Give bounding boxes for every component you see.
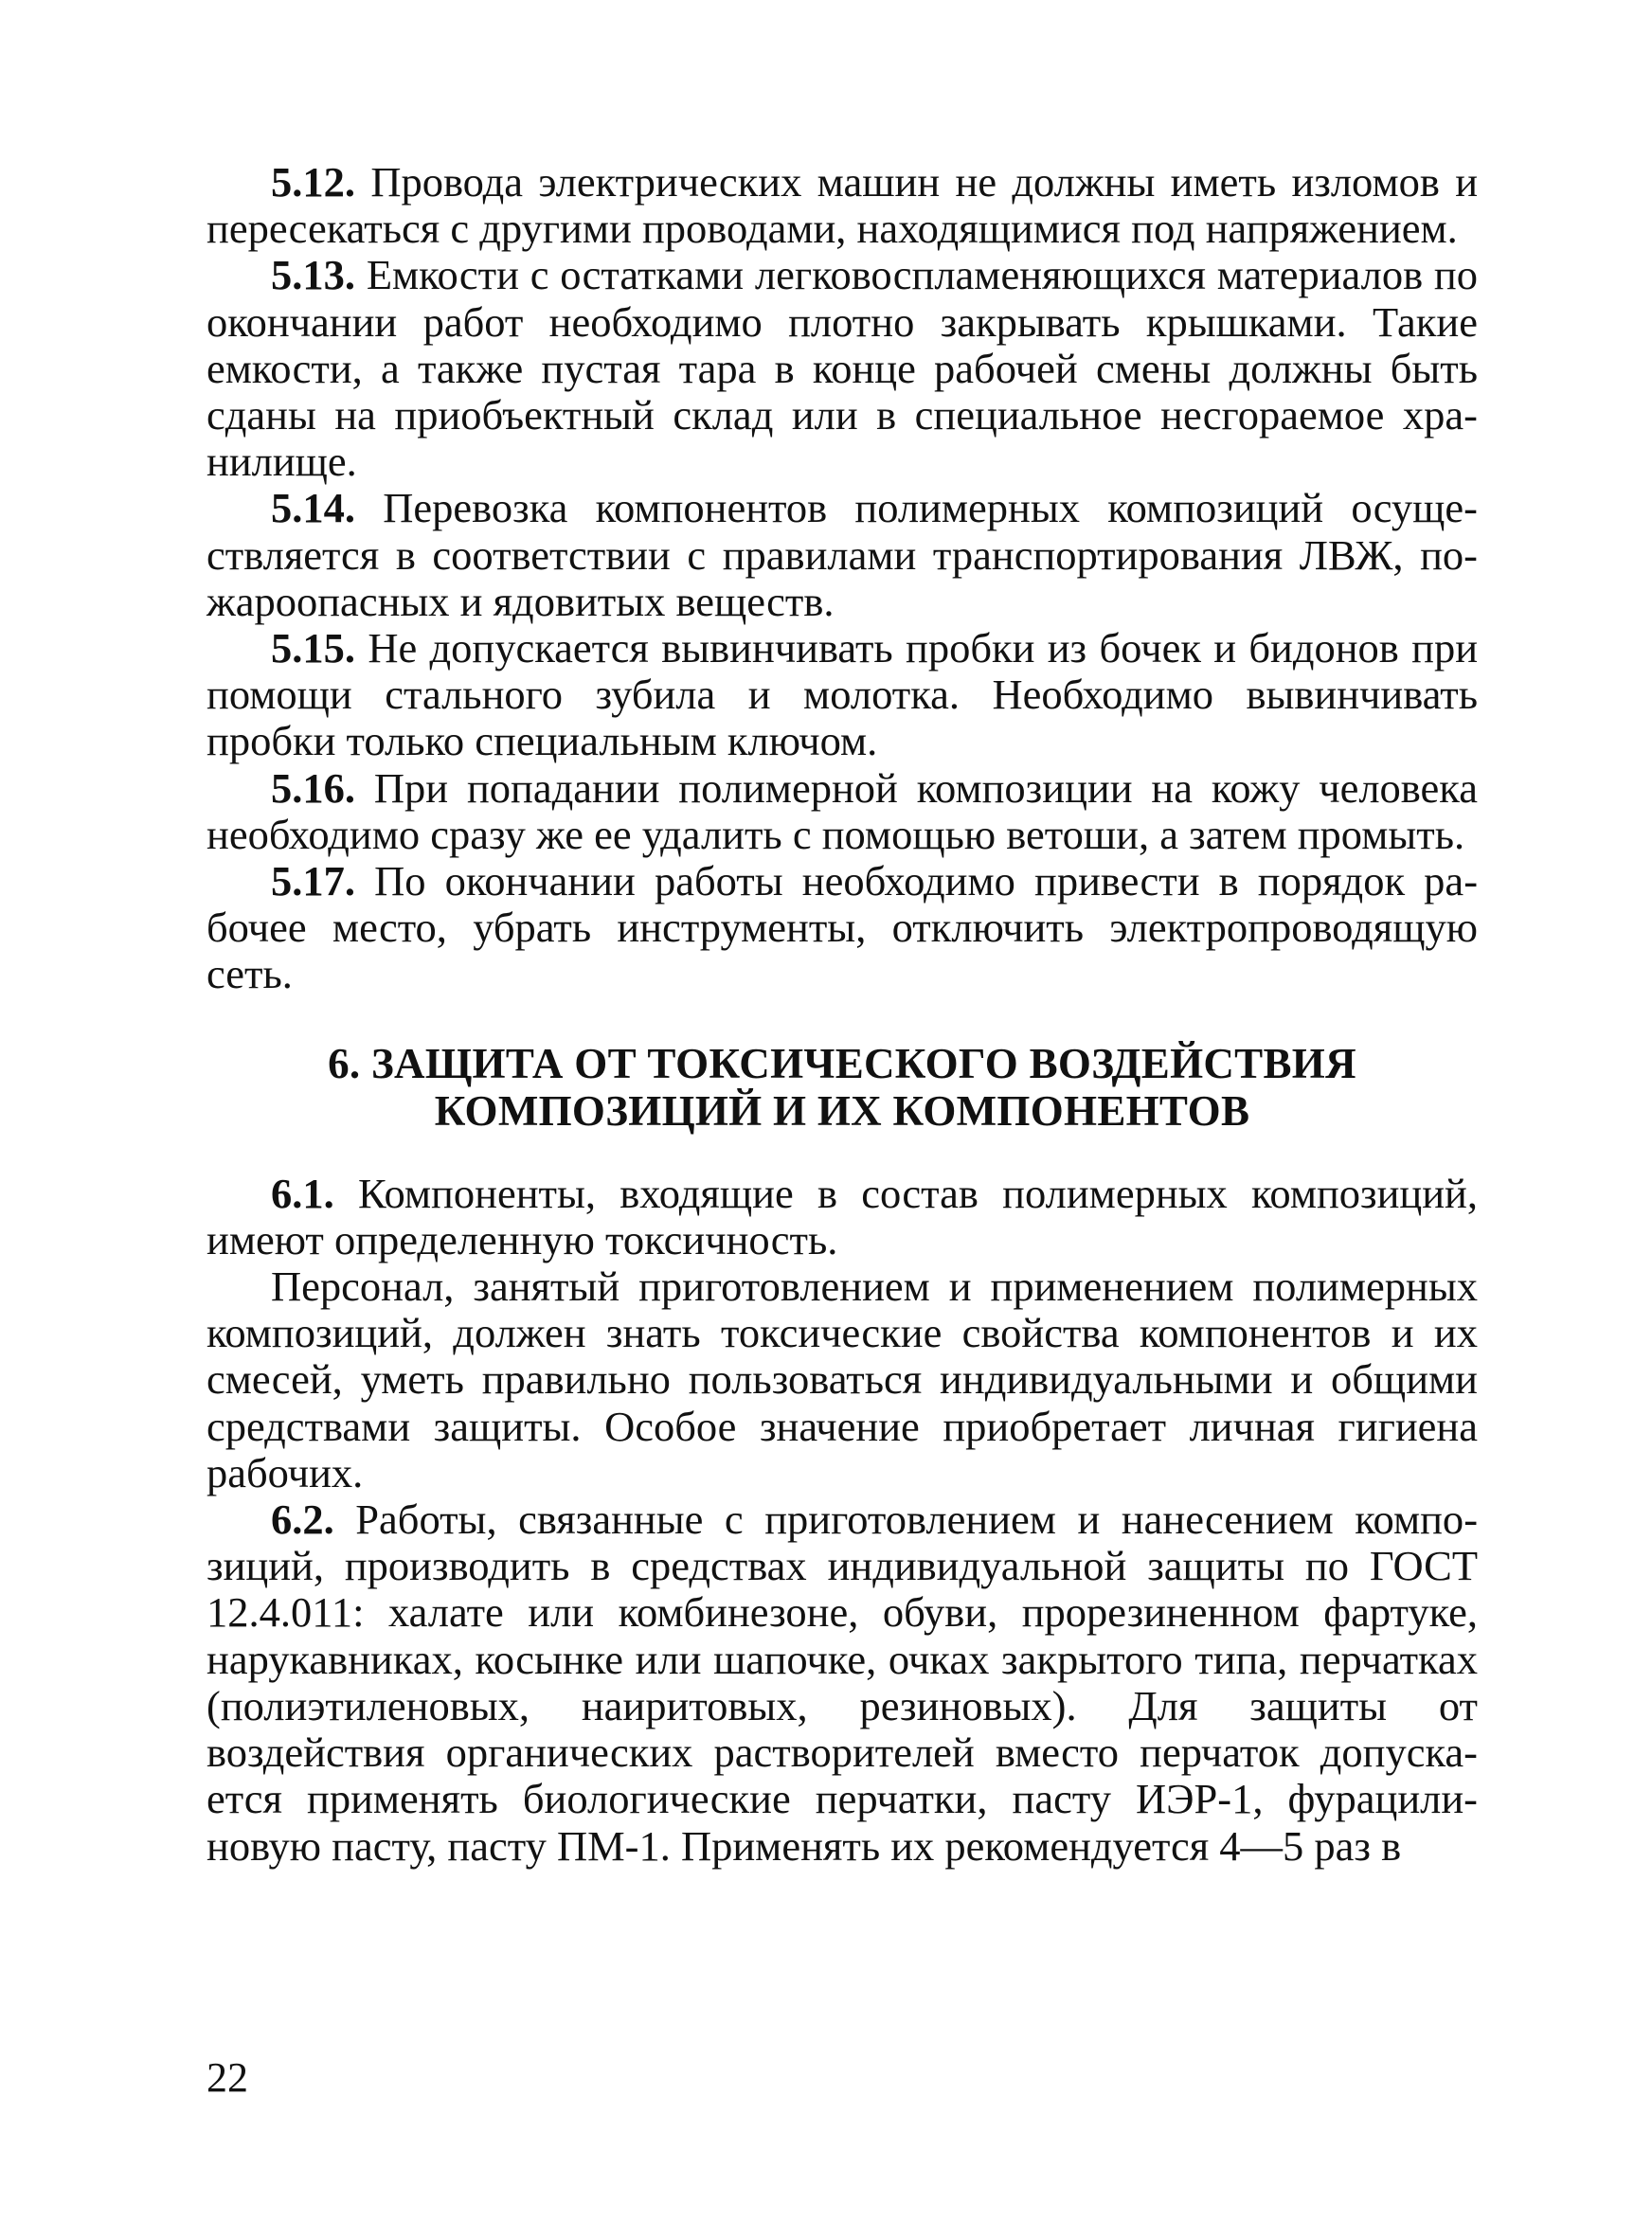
paragraph-number: 5.15. bbox=[271, 624, 355, 672]
paragraph-text: Не допускается вывинчивать пробки из бочек и бидонов при помощи стального зубила и молотка. Необходимо вывинчивать пробки только специальным ключом. bbox=[206, 624, 1479, 765]
paragraph-6-1 bbox=[206, 1171, 1478, 1263]
paragraph-number: 6.1. bbox=[271, 1169, 334, 1217]
paragraph-text: Компоненты, входящие в состав полимерных композиций, имеют определенную токсичность. bbox=[206, 1169, 1479, 1263]
paragraph-5-13 bbox=[206, 252, 1478, 485]
page-number: 22 bbox=[206, 2054, 248, 2101]
paragraph-number: 6.2. bbox=[271, 1496, 334, 1544]
paragraph-personnel bbox=[206, 1263, 1478, 1496]
paragraph-text: Емкости с остатками легковоспламеняющихся материалов по окончании работ необходимо плотно закрывать крышками. Такие емкости, а также пустая тара в конце рабочей смены должны быть сданы на приобъектный склад или в специальное несгораемое хранилище. bbox=[206, 251, 1479, 486]
paragraph-text: По окончании работы необходимо привести в порядок рабочее место, убрать инструменты, отключить электропроводящую сеть. bbox=[206, 857, 1479, 998]
paragraph-5-12 bbox=[206, 159, 1478, 252]
paragraph-text: Провода электрических машин не должны иметь изломов и пересекаться с другими проводами, находящимися под напряжением. bbox=[206, 158, 1479, 253]
paragraph-5-17 bbox=[206, 858, 1478, 998]
page-content bbox=[206, 159, 1478, 1870]
paragraph-text: Работы, связанные с приготовлением и нанесением композиций, производить в средствах индивидуальной защиты по ГОСТ 12.4.011: халате или комбинезоне, обуви, прорезиненном фартуке, нарукавниках, косынке или шапочке, очках закрытого типа, перчатках (полиэтиленовых, наиритовых, резиновых). Для защиты от воздействия органических растворителей вместо перчаток допускается применять биологические перчатки, пасту ИЭР-1, фурацилиновую пасту, пасту ПМ-1. Применять их рекомендуется 4—5 раз в bbox=[206, 1496, 1479, 1870]
section-6-heading bbox=[206, 1040, 1478, 1135]
paragraph-number: 5.14. bbox=[271, 484, 355, 532]
heading-line-1: 6. ЗАЩИТА ОТ ТОКСИЧЕСКОГО ВОЗДЕЙСТВИЯ bbox=[328, 1039, 1356, 1087]
paragraph-5-16 bbox=[206, 765, 1478, 858]
paragraph-6-2 bbox=[206, 1496, 1478, 1870]
paragraph-number: 5.17. bbox=[271, 857, 355, 905]
paragraph-text: Персонал, занятый приготовлением и применением полимерных композиций, должен знать токсические свойства компонентов и их смесей, уметь правильно пользоваться индивидуальными и общими средствами защиты. Особое значение приобретает личная гигиена рабочих. bbox=[206, 1263, 1478, 1496]
paragraph-text: Перевозка компонентов полимерных композиций осуществляется в соответствии с правилами транспортирования ЛВЖ, пожароопасных и ядовитых веществ. bbox=[206, 484, 1478, 625]
paragraph-5-15 bbox=[206, 625, 1478, 765]
heading-line-2: КОМПОЗИЦИЙ И ИХ КОМПОНЕНТОВ bbox=[434, 1086, 1250, 1135]
paragraph-number: 5.16. bbox=[271, 763, 355, 812]
paragraph-text: При попадании полимерной композиции на кожу человека необходимо сразу же ее удалить с помощью ветоши, а затем промыть. bbox=[206, 763, 1478, 858]
paragraph-number: 5.13. bbox=[271, 251, 355, 299]
paragraph-5-14 bbox=[206, 485, 1478, 625]
paragraph-number: 5.12. bbox=[271, 158, 355, 206]
